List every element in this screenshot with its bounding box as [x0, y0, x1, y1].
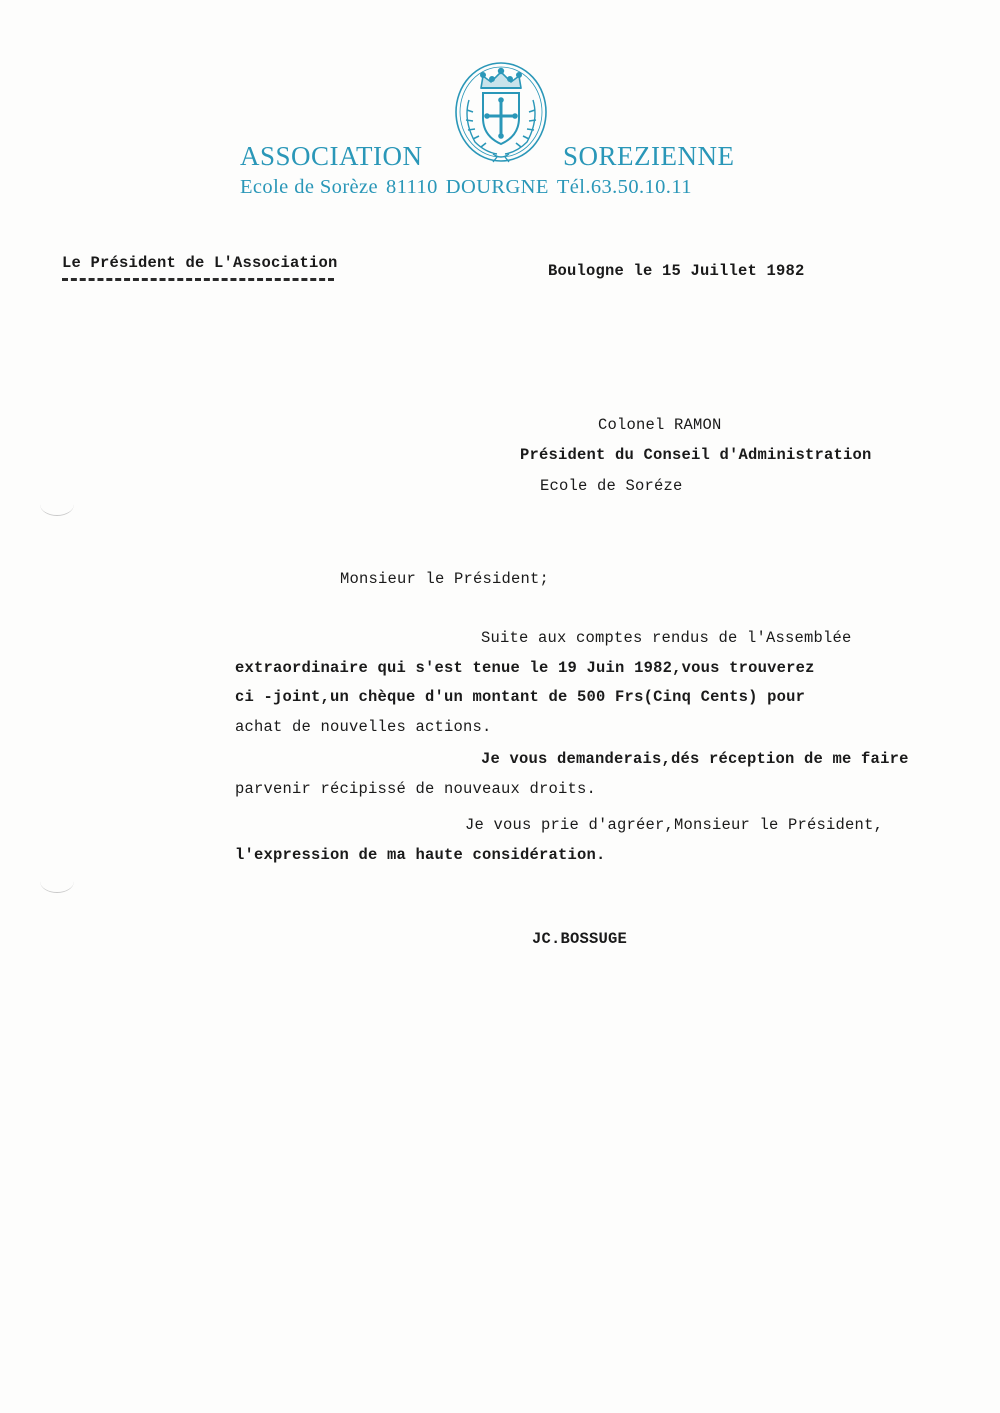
- body-paragraph-3: [235, 811, 883, 870]
- sender-underline: [62, 278, 334, 281]
- punch-hole-mark: [40, 870, 74, 893]
- recipient-role: Président du Conseil d'Administration: [520, 446, 872, 464]
- body-line: extraordinaire qui s'est tenue le 19 Juin 1982,vous trouverez: [235, 658, 815, 677]
- association-name-left: ASSOCIATION: [240, 141, 423, 171]
- signature-name: JC.BOSSUGE: [532, 930, 628, 948]
- body-line: l'expression de ma haute considération.: [235, 845, 606, 864]
- address-postcode: 81110: [386, 176, 438, 198]
- address-town: DOURGNE: [445, 176, 549, 198]
- body-line: parvenir récipissé de nouveaux droits.: [235, 779, 597, 798]
- body-paragraph-2: [235, 745, 909, 804]
- crowned-shield-cross-crest-icon: [453, 60, 549, 164]
- address-phone: Tél.63.50.10.11: [556, 176, 692, 198]
- body-line: achat de nouvelles actions.: [235, 717, 492, 736]
- sender-title: Le Président de L'Association: [62, 254, 338, 272]
- address-school: Ecole de Sorèze: [240, 176, 379, 198]
- dateline: Boulogne le 15 Juillet 1982: [548, 262, 805, 280]
- recipient-name: Colonel RAMON: [598, 416, 722, 434]
- body-line: Je vous demanderais,dés réception de me faire: [481, 750, 909, 768]
- recipient-organization: Ecole de Soréze: [540, 477, 683, 495]
- punch-hole-mark: [40, 493, 74, 516]
- body-line: Suite aux comptes rendus de l'Assemblée: [481, 629, 852, 647]
- association-name-right: SOREZIENNE: [563, 141, 735, 171]
- body-line: Je vous prie d'agréer,Monsieur le Président,: [465, 816, 884, 834]
- body-paragraph-1: [235, 624, 852, 742]
- salutation: Monsieur le Président;: [340, 570, 550, 588]
- body-line: ci -joint,un chèque d'un montant de 500 Frs(Cinq Cents) pour: [235, 688, 806, 706]
- letterhead-address: [240, 176, 700, 199]
